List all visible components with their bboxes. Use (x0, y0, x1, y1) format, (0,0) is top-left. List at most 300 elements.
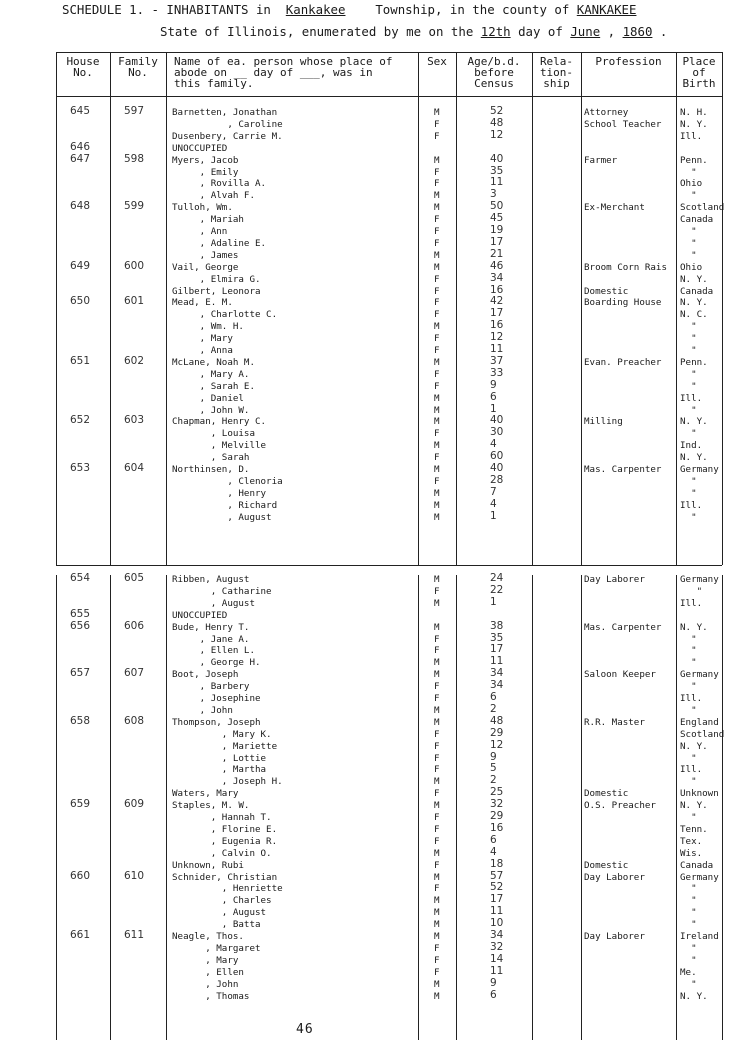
person-age: 2 (490, 702, 497, 715)
person-age: 40 (490, 414, 504, 427)
person-age: 17 (490, 643, 504, 656)
person-name: , Louisa (172, 428, 255, 440)
person-profession: Mas. Carpenter (584, 464, 662, 475)
person-sex: M (434, 871, 440, 883)
birth-place: " (680, 190, 697, 202)
person-sex: F (434, 345, 440, 356)
person-age: 6 (490, 833, 497, 846)
birth-place: " (680, 633, 697, 645)
house-number: 653 (70, 462, 91, 474)
family-number: 601 (124, 295, 145, 308)
birth-place: " (680, 704, 697, 716)
person-age: 16 (490, 821, 504, 834)
person-name: , Emily (172, 166, 239, 178)
birth-place: " (680, 475, 697, 487)
person-name: , Ellen L. (172, 645, 255, 657)
person-sex: M (434, 704, 440, 716)
person-sex: F (434, 475, 440, 487)
person-name: Neagle, Thos. (172, 931, 244, 942)
person-sex: M (434, 511, 440, 523)
person-name: UNOCCUPIED (172, 142, 228, 154)
person-age: 9 (490, 750, 497, 763)
birth-place: " (680, 333, 697, 345)
person-age: 18 (490, 857, 504, 870)
person-name: , August (172, 597, 255, 609)
birth-place: " (680, 166, 697, 178)
person-name: Boot, Joseph (172, 669, 239, 681)
person-name: , Sarah (172, 452, 250, 464)
person-sex: M (434, 487, 440, 499)
birth-place: " (680, 907, 697, 919)
birth-place: " (680, 226, 697, 237)
person-name: Chapman, Henry C. (172, 416, 267, 428)
enumeration-year: 1860 (622, 24, 653, 39)
house-number: 657 (70, 667, 91, 680)
person-name: , Florine E. (172, 823, 278, 835)
person-age: 12 (490, 331, 504, 344)
person-name: , Calvin O. (172, 847, 272, 859)
birth-place: N. H. (680, 107, 708, 118)
column-rule (581, 575, 582, 1040)
birth-place: " (680, 895, 697, 907)
person-name: , Adaline E. (172, 237, 267, 249)
person-profession: Domestic (584, 788, 629, 800)
house-number: 647 (70, 152, 91, 165)
column-rule (532, 575, 533, 1040)
birth-place: Ohio (680, 178, 703, 190)
person-sex: M (434, 621, 440, 633)
enumeration-month: June (570, 24, 601, 39)
person-name: , George H. (172, 657, 261, 669)
column-rule (110, 575, 111, 1040)
person-name: , Henry (172, 487, 267, 499)
person-sex: F (434, 740, 440, 752)
person-name: Ribben, August (172, 574, 250, 585)
person-name: , John W. (172, 404, 250, 416)
person-sex: F (434, 130, 440, 142)
birth-place: " (680, 919, 697, 931)
birth-place: Tenn. (680, 823, 708, 835)
house-number: 661 (70, 929, 91, 941)
person-profession: Day Laborer (584, 574, 645, 585)
house-number: 660 (70, 869, 91, 882)
birth-place: Wis. (680, 847, 703, 859)
person-age: 32 (490, 798, 504, 811)
birth-place-column-header: Place of Birth (682, 55, 716, 90)
person-sex: M (434, 440, 440, 452)
person-name: , Rovilla A. (172, 178, 267, 190)
person-name: , Daniel (172, 392, 244, 404)
person-sex: M (434, 499, 440, 511)
family-number: 598 (124, 152, 145, 165)
person-age: 45 (490, 212, 504, 225)
person-age: 35 (490, 164, 504, 177)
birth-place: " (680, 237, 697, 249)
birth-place: " (680, 428, 697, 440)
section-break-rule (56, 565, 722, 566)
column-rule (581, 52, 582, 565)
person-name: , Josephine (172, 693, 261, 704)
person-age: 9 (490, 378, 497, 391)
person-name: , Melville (172, 440, 267, 452)
birth-place: " (680, 942, 697, 954)
person-name: , Thomas (172, 990, 250, 1002)
person-age: 57 (490, 869, 504, 882)
person-sex: M (434, 249, 440, 261)
person-name: Tulloh, Wm. (172, 202, 233, 214)
person-age: 9 (490, 976, 497, 989)
person-age: 29 (490, 726, 504, 739)
person-name: , Sarah E. (172, 380, 255, 392)
birth-place: " (680, 404, 697, 416)
family-number: 597 (124, 105, 145, 117)
person-profession: Broom Corn Rais (584, 261, 667, 273)
column-rule (166, 575, 167, 1040)
birth-place: Canada (680, 214, 714, 226)
person-name: , August (172, 511, 272, 523)
birth-place: Tex. (680, 835, 703, 847)
person-name: , Mariah (172, 214, 244, 226)
birth-place: " (680, 345, 697, 356)
person-profession: Farmer (584, 154, 618, 166)
birth-place: " (680, 249, 697, 261)
person-age: 33 (490, 366, 504, 379)
person-name: , John (172, 978, 239, 990)
person-sex: F (434, 585, 440, 597)
birth-place: Canada (680, 859, 714, 871)
birth-place: " (680, 776, 697, 788)
person-sex: F (434, 226, 440, 237)
person-name: Dusenbery, Carrie M. (172, 130, 283, 142)
person-name: , Caroline (172, 118, 283, 130)
person-name: , Charlotte C. (172, 309, 278, 321)
person-profession: Day Laborer (584, 871, 645, 883)
family-number: 603 (124, 414, 145, 427)
person-age: 32 (490, 940, 504, 953)
person-sex: M (434, 800, 440, 812)
birth-place: Scotland (680, 202, 725, 214)
person-profession: Saloon Keeper (584, 669, 656, 681)
person-sex: F (434, 966, 440, 978)
person-sex: F (434, 237, 440, 249)
profession-column-header: Profession (595, 55, 662, 68)
person-profession: O.S. Preacher (584, 800, 656, 812)
person-age: 17 (490, 235, 504, 248)
person-name: , Barbery (172, 681, 250, 693)
column-rule (456, 52, 457, 565)
birth-place: " (680, 487, 697, 499)
person-age: 19 (490, 224, 504, 236)
person-profession: Attorney (584, 107, 629, 118)
person-age: 37 (490, 354, 504, 367)
birth-place: Penn. (680, 154, 708, 166)
house-number: 654 (70, 572, 91, 584)
person-name: , Joseph H. (172, 776, 283, 788)
person-age: 34 (490, 667, 504, 680)
person-age: 6 (490, 988, 497, 1001)
person-age: 48 (490, 714, 504, 727)
person-age: 38 (490, 619, 504, 632)
person-age: 17 (490, 307, 504, 320)
person-sex: F (434, 333, 440, 345)
person-name: Myers, Jacob (172, 154, 239, 166)
person-sex: F (434, 178, 440, 190)
person-name: , Mary K. (172, 728, 272, 740)
person-name: Vail, George (172, 261, 239, 273)
birth-place: Ill. (680, 597, 703, 609)
person-age: 34 (490, 929, 504, 941)
house-number: 658 (70, 714, 91, 727)
person-sex: F (434, 285, 440, 297)
house-number: 650 (70, 295, 91, 308)
township-value: Kankakee (285, 2, 346, 17)
person-profession: Day Laborer (584, 931, 645, 942)
person-age: 12 (490, 128, 504, 141)
birth-place: " (680, 883, 697, 895)
person-profession: Evan. Preacher (584, 356, 662, 368)
person-sex: F (434, 428, 440, 440)
person-sex: F (434, 633, 440, 645)
house-number: 652 (70, 414, 91, 427)
person-sex: M (434, 907, 440, 919)
person-name: Schnider, Christian (172, 871, 278, 883)
person-name: , Anna (172, 345, 233, 356)
person-profession: School Teacher (584, 118, 662, 130)
person-name: Staples, M. W. (172, 800, 250, 812)
person-profession: Ex-Merchant (584, 202, 645, 214)
person-age: 52 (490, 105, 504, 117)
person-profession: Boarding House (584, 297, 662, 309)
person-age: 10 (490, 917, 504, 930)
column-rule (456, 575, 457, 1040)
day-of-label: day of (518, 24, 563, 39)
person-age: 52 (490, 881, 504, 894)
column-rule (418, 575, 419, 1040)
person-age: 3 (490, 188, 497, 201)
person-profession: Mas. Carpenter (584, 621, 662, 633)
birth-place: " (680, 954, 697, 966)
person-profession: Domestic (584, 285, 629, 297)
person-name: , Hannah T. (172, 812, 272, 823)
person-sex: F (434, 118, 440, 130)
person-name: , Martha (172, 764, 267, 776)
person-age: 29 (490, 810, 504, 822)
person-sex: M (434, 847, 440, 859)
birth-place: " (680, 511, 697, 523)
year-separator: , (607, 24, 616, 39)
person-name: , Mary (172, 954, 239, 966)
person-name: Mead, E. M. (172, 297, 233, 309)
person-sex: F (434, 752, 440, 764)
column-rule (722, 52, 723, 565)
header-bottom-rule (56, 96, 722, 97)
person-age: 6 (490, 691, 497, 703)
column-rule (56, 575, 57, 1040)
person-sex: F (434, 273, 440, 285)
page-number: 46 (296, 1022, 314, 1037)
person-age: 4 (490, 497, 497, 510)
birth-place: N. Y. (680, 416, 708, 428)
person-age: 28 (490, 473, 504, 486)
person-name: Barnetten, Jonathan (172, 107, 278, 118)
person-name: Gilbert, Leonora (172, 285, 261, 297)
person-age: 42 (490, 295, 504, 308)
person-sex: F (434, 166, 440, 178)
county-value: KANKAKEE (576, 2, 637, 17)
person-age: 17 (490, 893, 504, 906)
person-age: 11 (490, 905, 504, 918)
birth-place: N. Y. (680, 118, 708, 130)
person-sex: M (434, 356, 440, 368)
person-sex: F (434, 859, 440, 871)
person-sex: M (434, 657, 440, 669)
person-sex: M (434, 574, 440, 585)
person-name: Thompson, Joseph (172, 716, 261, 728)
birth-place: " (680, 380, 697, 392)
person-sex: M (434, 190, 440, 202)
person-sex: M (434, 321, 440, 333)
birth-place: Ohio (680, 261, 703, 273)
person-name: , Alvah F. (172, 190, 255, 202)
house-number: 646 (70, 140, 91, 153)
person-sex: F (434, 214, 440, 226)
person-profession: Milling (584, 416, 623, 428)
person-sex: F (434, 788, 440, 800)
birth-place: " (680, 812, 697, 823)
person-age: 24 (490, 572, 504, 584)
person-profession: R.R. Master (584, 716, 645, 728)
family-number: 600 (124, 259, 145, 272)
birth-place: N. Y. (680, 990, 708, 1002)
relationship-column-header: Rela- tion- ship (539, 55, 574, 90)
column-rule (110, 52, 111, 565)
family-number: 599 (124, 200, 145, 213)
person-sex: M (434, 716, 440, 728)
birth-place: Ind. (680, 440, 703, 452)
birth-place: N. Y. (680, 740, 708, 752)
birth-place: " (680, 368, 697, 380)
birth-place: Germany (680, 574, 719, 585)
birth-place: Germany (680, 669, 719, 681)
person-name: Northinsen, D. (172, 464, 250, 475)
person-age: 4 (490, 438, 497, 451)
family-number: 605 (124, 572, 145, 584)
house-number: 655 (70, 607, 91, 620)
person-sex: M (434, 392, 440, 404)
person-age: 1 (490, 402, 497, 415)
birth-place: Canada (680, 285, 714, 297)
person-age: 21 (490, 247, 504, 260)
family-number: 611 (124, 929, 145, 941)
person-age: 2 (490, 774, 497, 787)
person-sex: F (434, 681, 440, 693)
person-sex: M (434, 107, 440, 118)
person-name: , Eugenia R. (172, 835, 278, 847)
county-label: Township, in the county of (375, 2, 570, 17)
person-age: 11 (490, 964, 504, 977)
person-name: , Catharine (172, 585, 272, 597)
family-number: 606 (124, 619, 145, 632)
name-column-header: Name of ea. person whose place of abode on __ day of ___, was in this family. (174, 55, 393, 90)
person-sex: F (434, 380, 440, 392)
person-age: 11 (490, 343, 504, 355)
person-age: 11 (490, 655, 504, 668)
person-name: , Margaret (172, 942, 261, 954)
family-number: 608 (124, 714, 145, 727)
person-age: 40 (490, 462, 504, 474)
person-name: , Elmira G. (172, 273, 261, 285)
column-rule (676, 575, 677, 1040)
person-age: 30 (490, 426, 504, 439)
person-name: UNOCCUPIED (172, 609, 228, 621)
person-sex: M (434, 404, 440, 416)
birth-place: " (680, 645, 697, 657)
person-sex: M (434, 919, 440, 931)
person-sex: F (434, 764, 440, 776)
person-name: , August (172, 907, 267, 919)
birth-place: " (680, 585, 703, 597)
family-number: 607 (124, 667, 145, 680)
person-age: 46 (490, 259, 504, 272)
person-sex: M (434, 464, 440, 475)
family-number: 602 (124, 354, 145, 367)
schedule-title-line (62, 2, 636, 17)
person-name: , Mary A. (172, 368, 250, 380)
house-number: 659 (70, 798, 91, 811)
sex-column-header: Sex (427, 55, 447, 68)
person-age: 7 (490, 485, 497, 498)
person-name: , Ann (172, 226, 228, 237)
person-sex: F (434, 693, 440, 704)
person-sex: M (434, 669, 440, 681)
person-sex: F (434, 812, 440, 823)
person-sex: M (434, 154, 440, 166)
house-column-header: House No. (66, 55, 100, 79)
birth-place: N. C. (680, 309, 708, 321)
person-sex: M (434, 261, 440, 273)
person-age: 1 (490, 595, 497, 608)
person-sex: M (434, 990, 440, 1002)
birth-place: " (680, 752, 697, 764)
person-age: 25 (490, 786, 504, 799)
person-name: , Richard (172, 499, 278, 511)
birth-place: Ireland (680, 931, 719, 942)
person-name: , Batta (172, 919, 261, 931)
person-name: , Mary (172, 333, 233, 345)
person-sex: M (434, 202, 440, 214)
birth-place: N. Y. (680, 452, 708, 464)
person-age: 6 (490, 390, 497, 403)
person-age: 11 (490, 176, 504, 189)
birth-place: Ill. (680, 130, 703, 142)
column-rule (722, 575, 723, 1040)
column-rule (676, 52, 677, 565)
person-name: , Charles (172, 895, 272, 907)
birth-place: England (680, 716, 719, 728)
person-age: 22 (490, 583, 504, 596)
birth-place: Ill. (680, 499, 703, 511)
person-age: 14 (490, 952, 504, 965)
person-age: 1 (490, 509, 497, 522)
person-sex: M (434, 978, 440, 990)
person-sex: F (434, 309, 440, 321)
birth-place: N. Y. (680, 297, 708, 309)
house-number: 656 (70, 619, 91, 632)
family-number: 609 (124, 798, 145, 811)
person-name: Bude, Henry T. (172, 621, 250, 633)
column-rule (418, 52, 419, 565)
birth-place: Ill. (680, 693, 703, 704)
